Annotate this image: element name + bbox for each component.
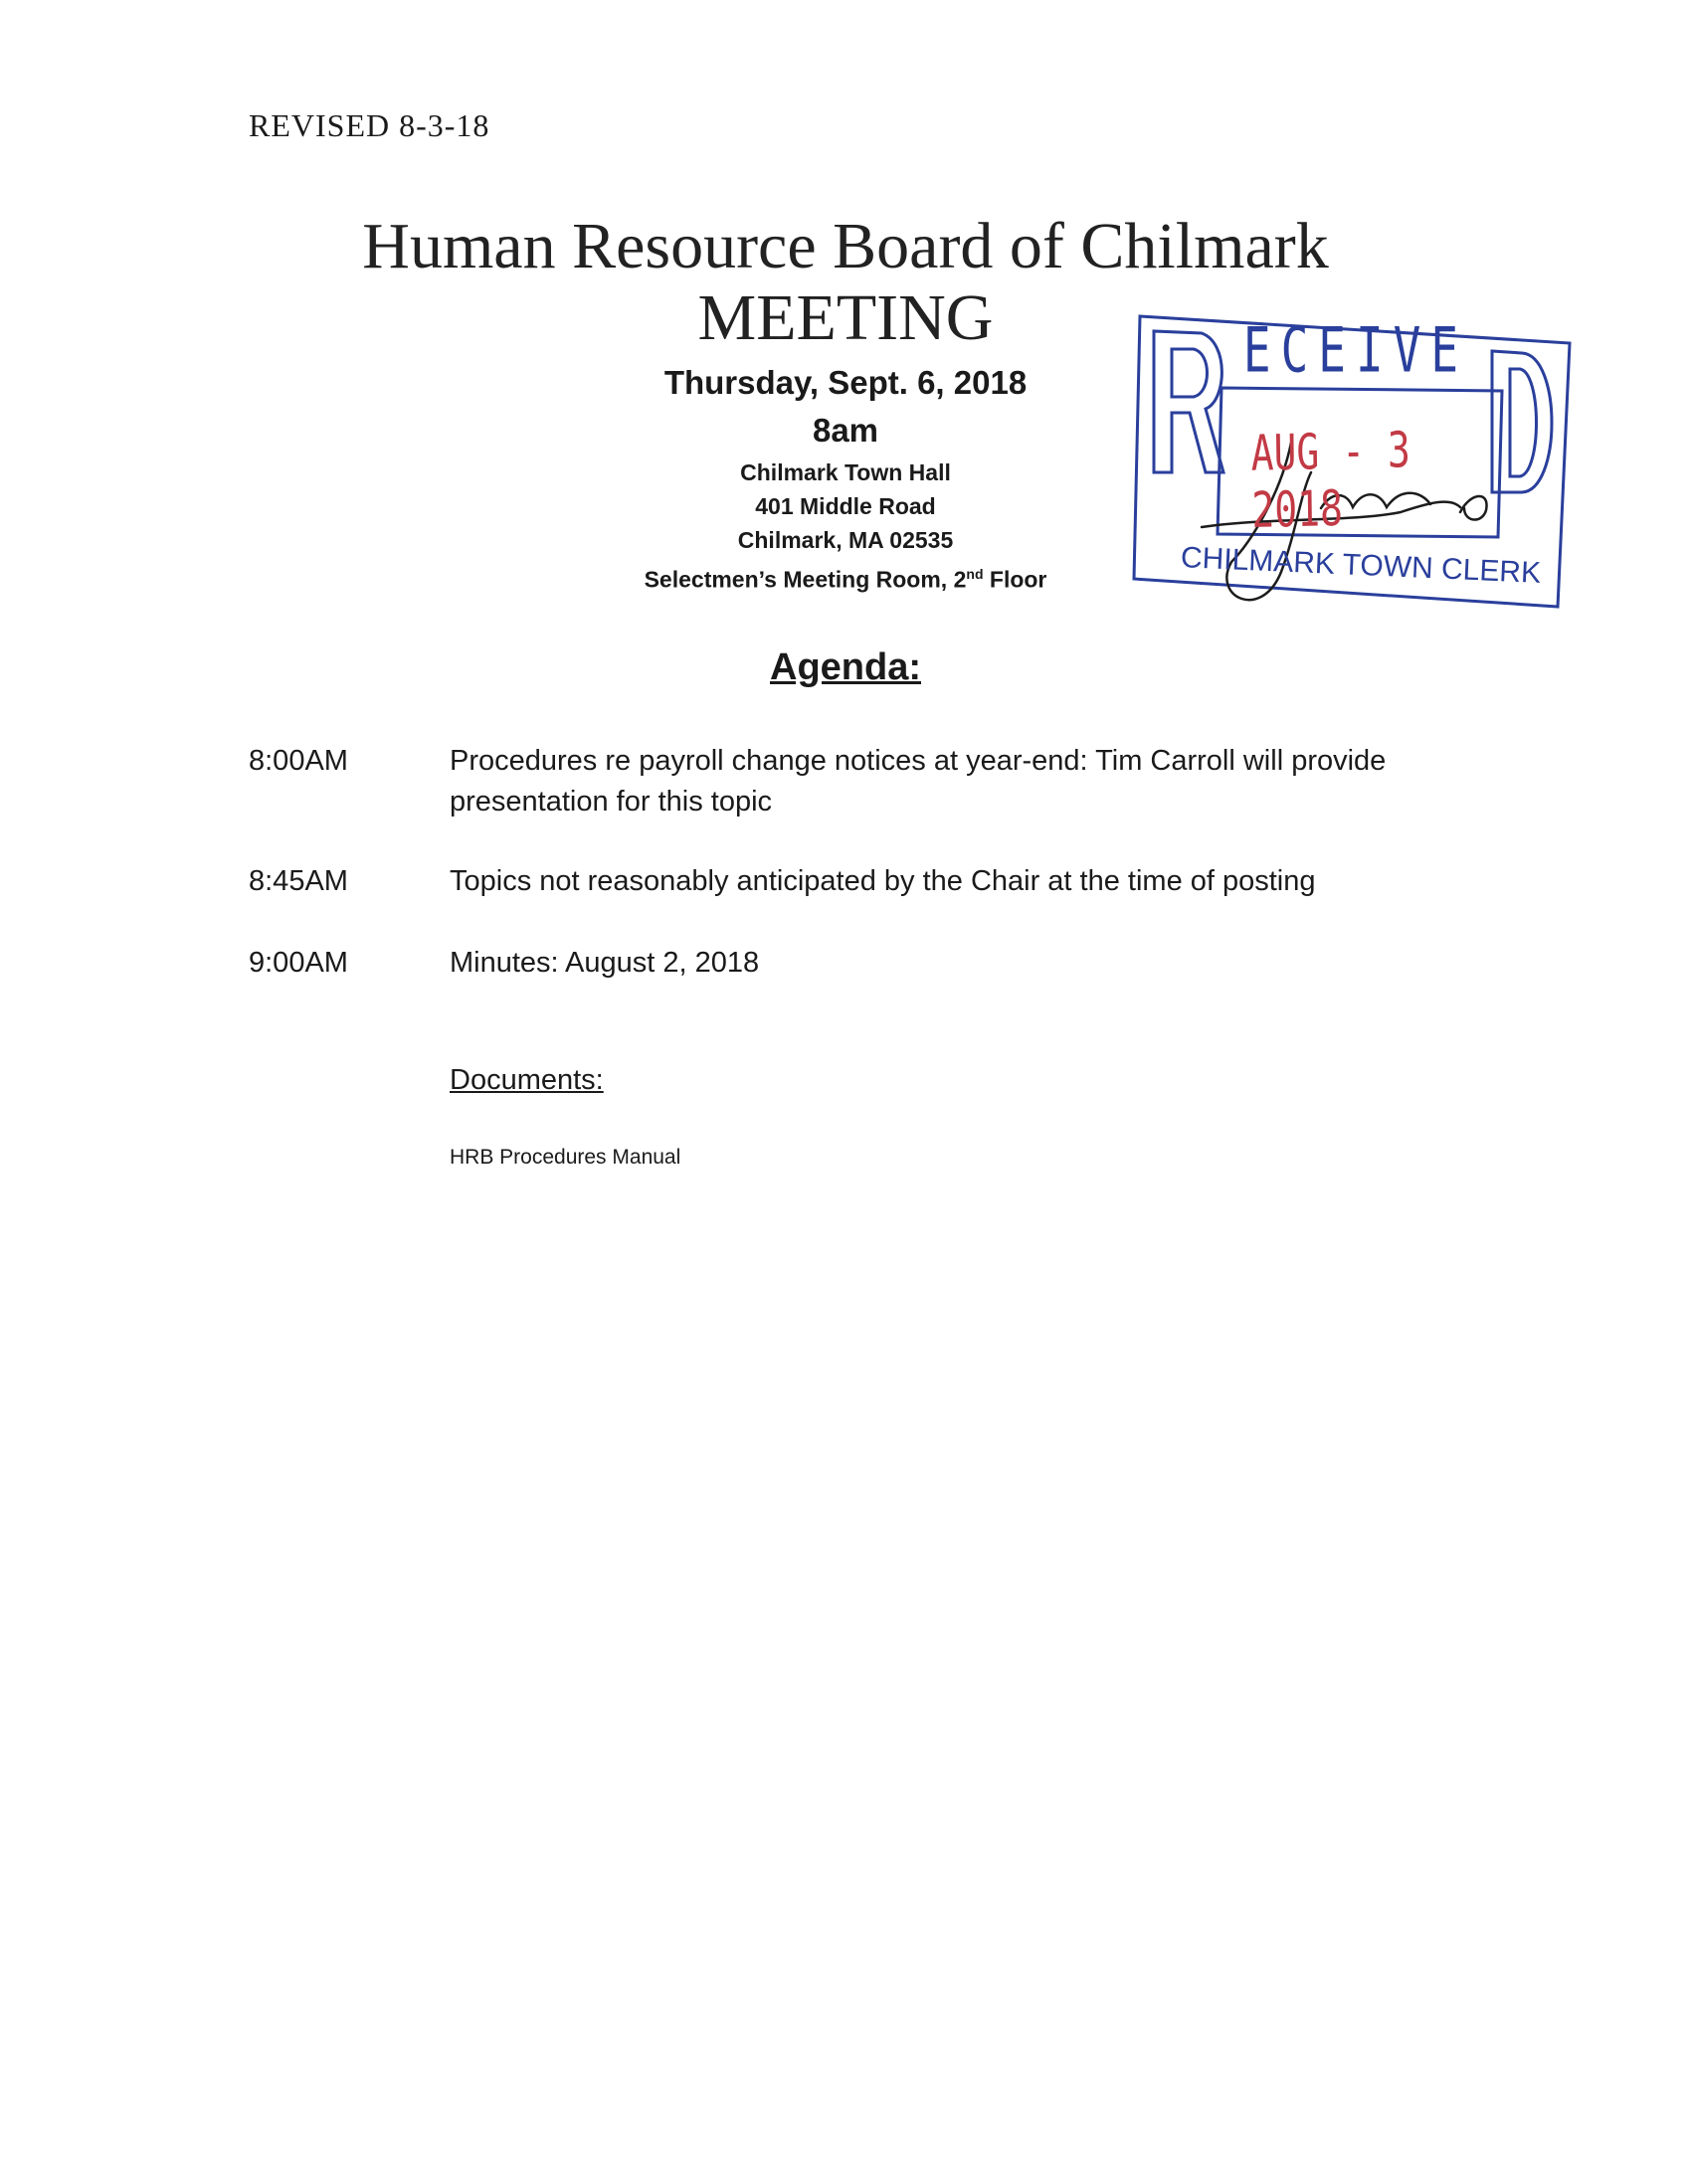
address-line-1: Chilmark Town Hall — [740, 459, 951, 485]
stamp-clerk-text: CHILMARK TOWN CLERK — [1180, 541, 1542, 590]
meeting-room-text: Selectmen’s Meeting Room, 2 — [644, 566, 967, 593]
received-stamp — [1132, 313, 1578, 612]
page-subtitle: MEETING — [697, 281, 994, 354]
agenda-item-text: Topics not reasonably anticipated by the Chair at the time of posting — [450, 865, 1316, 897]
page-title: Human Resource Board of Chilmark — [362, 210, 1329, 282]
meeting-date: Thursday, Sept. 6, 2018 — [663, 364, 1028, 401]
document-item: HRB Procedures Manual — [450, 1146, 681, 1169]
agenda-item-text: Minutes: August 2, 2018 — [450, 947, 760, 979]
meeting-details — [597, 360, 1094, 597]
documents-heading: Documents: — [450, 1064, 604, 1096]
meeting-room-ordinal: nd — [966, 566, 984, 582]
address-line-2: 401 Middle Road — [755, 493, 936, 519]
revised-date-label: REVISED 8-3-18 — [249, 107, 490, 143]
stamp-received-text: ECEIVE — [1242, 313, 1469, 387]
agenda-heading: Agenda: — [770, 646, 921, 688]
agenda-item-time: 9:00AM — [249, 947, 348, 979]
meeting-time: 8am — [812, 412, 879, 449]
meeting-room — [597, 557, 1094, 597]
stamp-received-date: AUG - 3 2018 — [1250, 421, 1411, 539]
agenda-item-text: Procedures re payroll change notices at year-end: Tim Carroll will provide presentation for this topic — [450, 745, 1387, 818]
address-line-3: Chilmark, MA 02535 — [737, 527, 954, 553]
agenda-item-time: 8:00AM — [249, 745, 348, 777]
meeting-room-tail: Floor — [983, 566, 1047, 593]
agenda-item-time: 8:45AM — [249, 865, 348, 897]
